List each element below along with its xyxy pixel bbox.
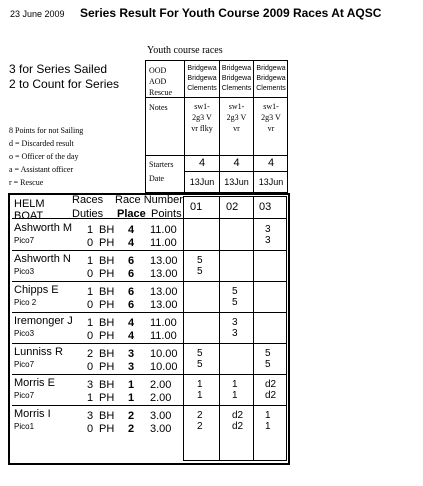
points-value: 11.00 [150,237,177,249]
code-bh: BH [99,255,115,267]
youth-course-label: Youth course races [147,45,223,56]
label-date: Date [149,174,165,183]
race2-result: 5 [232,286,238,297]
points-value: 10.00 [150,348,178,360]
points-value: 13.00 [150,255,178,267]
race1-result: 1 [197,379,203,390]
legend-item: o = Officer of the day [9,152,79,161]
race1-note: sw1- [194,102,210,111]
place-value: 4 [128,317,135,329]
label-ood: OOD [149,66,167,75]
races-count: 2 [87,348,94,360]
duties-count: 0 [87,361,94,373]
header-race-01: 01 [190,201,203,213]
race2-aod: Bridgewa [221,75,252,82]
race3-result: 5 [265,348,271,359]
race3-ood: Bridgewa [256,65,286,72]
race2-result: 1 [232,390,238,401]
label-notes: Notes [149,103,168,112]
place-value: 1 [128,379,135,391]
race1-note: vr flky [191,124,213,133]
divider [12,218,287,219]
place-value: 6 [128,255,135,267]
boat-name: Pico1 [14,422,35,431]
race3-result: 3 [265,235,271,246]
race1-aod: Bridgewa [187,75,217,82]
points-value: 3.00 [150,423,172,435]
place-value: 6 [128,268,135,280]
code-ph: PH [99,423,115,435]
boat-name: Pico 2 [14,298,37,307]
header-race-02: 02 [226,201,239,213]
points-value: 2.00 [150,392,172,404]
race1-rescue: Clements [187,85,217,92]
code-ph: PH [99,361,115,373]
race3-result: 5 [265,359,271,370]
race2-result: 3 [232,317,238,328]
race2-note: sw1- [228,102,245,111]
boat-name: Pico3 [14,267,35,276]
race2-rescue: Clements [221,85,252,92]
helm-name: Iremonger J [14,315,73,327]
race1-date: 13Jun [189,177,215,187]
header-race-03: 03 [259,201,272,213]
legend-item: r = Rescue [9,178,44,187]
race3-rescue: Clements [256,85,286,92]
race2-date: 13Jun [224,177,249,187]
race3-date: 13Jun [258,177,284,187]
row-divider [12,281,287,282]
legend-item: a = Assistant officer [9,165,74,174]
races-count: 1 [87,317,94,329]
race2-result: 1 [232,379,238,390]
race2-starters: 4 [233,157,240,169]
place-value: 2 [128,423,135,435]
points-value: 13.00 [150,286,178,298]
boat-name: Pico3 [14,329,35,338]
helm-name: Lunniss R [14,346,63,358]
race3-result: 3 [265,224,271,235]
races-count: 1 [87,224,94,236]
place-value: 4 [128,224,135,236]
label-rescue: Rescue [149,88,173,97]
race1-ood: Bridgewa [187,65,217,72]
code-ph: PH [99,330,115,342]
races-count: 1 [87,255,94,267]
race1-starters: 4 [198,157,206,169]
code-bh: BH [99,286,115,298]
race1-result: 5 [197,266,203,277]
points-value: 11.00 [150,317,177,329]
boat-name: Pico7 [14,236,35,245]
race1-result: 5 [197,359,203,370]
legend-item: 8 Points for not Sailing [9,126,84,135]
races-count: 3 [87,379,94,391]
code-bh: BH [99,379,115,391]
helm-name: Morris E [14,377,55,389]
place-value: 6 [128,286,135,298]
row-divider [12,250,287,251]
row-divider [12,405,287,406]
race3-aod: Bridgewa [256,75,286,82]
duties-count: 0 [87,423,94,435]
header-place: Place [117,208,146,220]
race1-result: 1 [197,390,203,401]
label-aod: AOD [149,77,167,86]
code-ph: PH [99,237,115,249]
series-sailed-text: 3 for Series Sailed [9,62,108,76]
race3-note: vr [267,124,275,133]
place-value: 2 [128,410,135,422]
code-bh: BH [99,348,115,360]
divider [253,196,254,461]
code-ph: PH [99,392,115,404]
points-value: 3.00 [150,410,172,422]
race3-result: d2 [265,379,277,390]
label-starters: Starters [149,160,174,169]
helm-name: Ashworth N [14,253,71,265]
place-value: 6 [128,299,135,311]
report-date: 23 June 2009 [10,9,65,19]
race3-note: 2g3 V [261,113,281,122]
legend-item: d = Discarded result [9,139,74,148]
header-race-number: Race Number [115,194,183,206]
divider [219,196,220,461]
divider [184,171,288,172]
duties-count: 1 [87,392,94,404]
race2-result: d2 [232,421,244,432]
code-bh: BH [99,224,115,236]
place-value: 1 [128,392,135,404]
race1-result: 5 [197,255,203,266]
helm-name: Chipps E [14,284,59,296]
header-duties: Duties [72,208,104,220]
duties-count: 0 [87,237,94,249]
races-count: 3 [87,410,94,422]
race1-result: 2 [197,421,203,432]
points-value: 13.00 [150,299,178,311]
race1-result: 2 [197,410,203,421]
race2-note: vr [233,124,240,133]
report-title: Series Result For Youth Course 2009 Races At AQSC [80,6,382,20]
header-points: Points [151,208,182,220]
row-divider [12,374,287,375]
points-value: 11.00 [150,224,177,236]
race1-result: 5 [197,348,203,359]
place-value: 3 [128,348,135,360]
place-value: 4 [128,330,135,342]
row-divider [12,343,287,344]
points-value: 11.00 [150,330,177,342]
race3-result: d2 [265,390,277,401]
race2-result: 5 [232,297,238,308]
header-races: Races [72,194,104,206]
code-bh: BH [99,317,115,329]
race3-result: 1 [265,410,271,421]
code-ph: PH [99,268,115,280]
race2-note: 2g3 V [226,113,247,122]
header-boat: BOAT [14,210,44,222]
code-bh: BH [99,410,115,422]
header-helm: HELM [14,198,45,210]
boat-name: Pico7 [14,360,35,369]
duties-count: 0 [87,268,94,280]
place-value: 3 [128,361,135,373]
row-divider [12,312,287,313]
race2-ood: Bridgewa [221,65,252,72]
points-value: 13.00 [150,268,178,280]
race3-starters: 4 [267,157,275,169]
code-ph: PH [99,299,115,311]
helm-name: Morris I [14,408,51,420]
duties-count: 0 [87,330,94,342]
helm-name: Ashworth M [14,222,73,234]
points-value: 10.00 [150,361,178,373]
race1-note: 2g3 V [192,113,212,122]
race3-note: sw1- [263,102,279,111]
race2-result: d2 [232,410,244,421]
divider [145,155,288,156]
place-value: 4 [128,237,135,249]
races-count: 1 [87,286,94,298]
points-value: 2.00 [150,379,172,391]
duties-count: 0 [87,299,94,311]
race3-result: 1 [265,421,271,432]
to-count-text: 2 to Count for Series [9,77,120,91]
race2-result: 3 [232,328,238,339]
boat-name: Pico7 [14,391,35,400]
